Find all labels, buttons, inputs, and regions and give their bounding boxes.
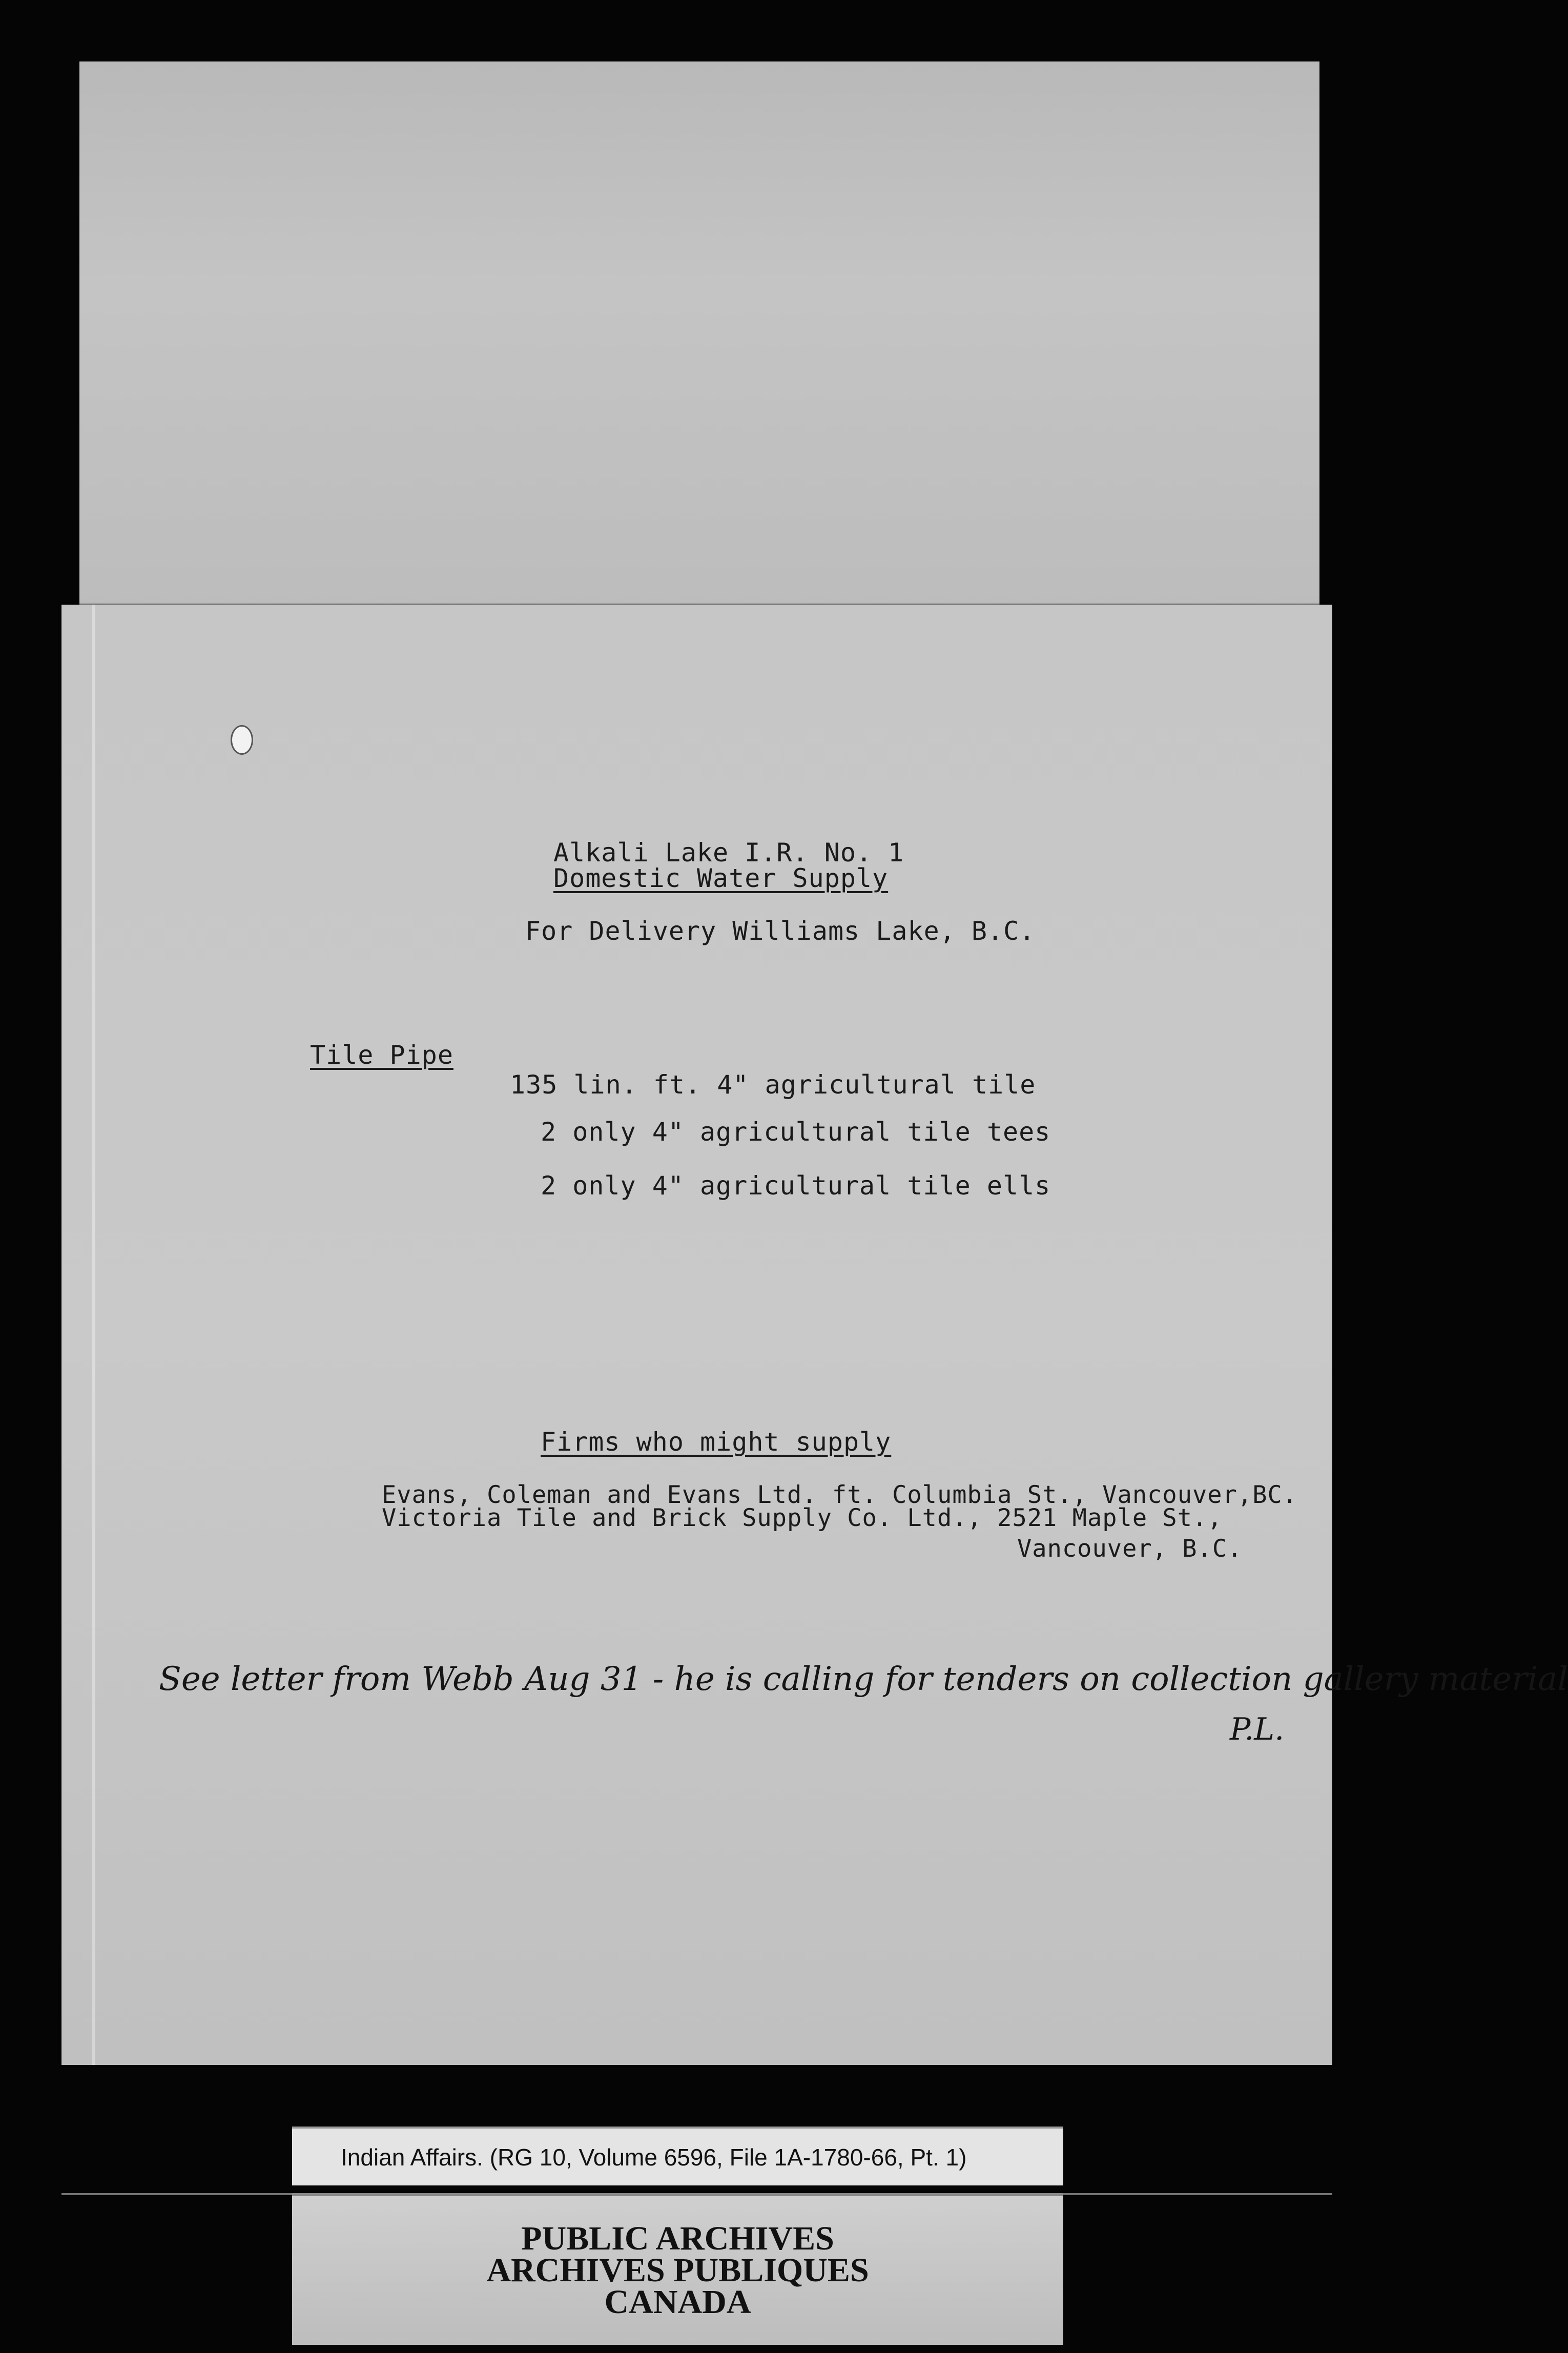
firm-line: Victoria Tile and Brick Supply Co. Ltd., 2521 Maple St., [382, 1504, 1223, 1532]
archive-stamp-line: PUBLIC ARCHIVES [521, 2220, 834, 2257]
archive-reference-text: Indian Affairs. (RG 10, Volume 6596, File 1A-1780-66, Pt. 1) [341, 2143, 967, 2171]
delivery-line: For Delivery Williams Lake, B.C. [525, 916, 1036, 946]
header-line1: Alkali Lake I.R. No. 1 [553, 838, 904, 868]
firm-line: Vancouver, B.C. [1017, 1535, 1243, 1563]
handwritten-note: See letter from Webb Aug 31 - he is calling for tenders on collection gallery material [159, 1660, 1568, 1698]
archive-stamp [292, 2193, 1063, 2345]
archive-reference-label [292, 2127, 1063, 2185]
handwritten-initials: P.L. [1230, 1711, 1285, 1747]
item-line: 2 only 4" agricultural tile ells [541, 1171, 1051, 1201]
firm-line: Evans, Coleman and Evans Ltd. ft. Columbia St., Vancouver,BC. [382, 1481, 1298, 1509]
item-line: 2 only 4" agricultural tile tees [541, 1117, 1051, 1147]
firms-heading: Firms who might supply [541, 1427, 892, 1457]
archive-stamp-line: CANADA [604, 2283, 751, 2321]
archive-stamp-line: ARCHIVES PUBLIQUES [486, 2252, 869, 2289]
section-label-tile-pipe: Tile Pipe [310, 1040, 453, 1070]
item-line: 135 lin. ft. 4" agricultural tile [510, 1070, 1036, 1100]
back-sheet [79, 61, 1319, 625]
punch-hole [231, 725, 253, 755]
front-sheet [61, 605, 1332, 2065]
header-line2: Domestic Water Supply [553, 863, 889, 893]
